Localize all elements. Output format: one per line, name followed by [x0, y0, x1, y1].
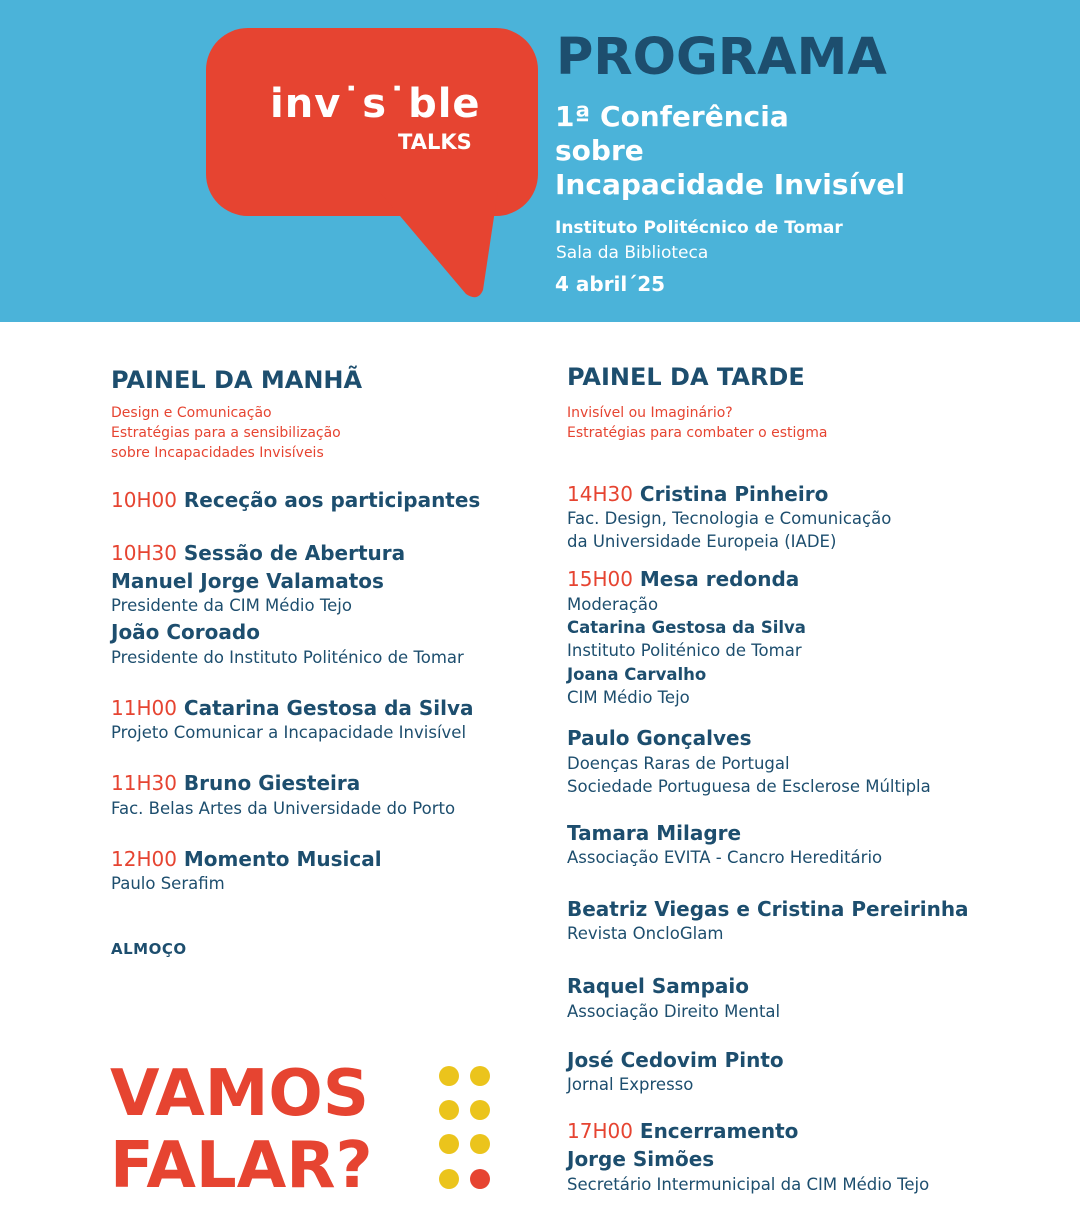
speaker-name: Jorge Simões: [567, 1147, 715, 1171]
yellow-dot: [439, 1169, 459, 1189]
item-description: Fac. Belas Artes da Universidade do Porto: [111, 799, 456, 818]
speaker-org: Doenças Raras de Portugal Sociedade Portuguesa de Esclerose Múltipla: [567, 754, 931, 796]
speaker-name: José Cedovim Pinto: [567, 1048, 784, 1072]
speaker-org: Revista OncloGlam: [567, 924, 724, 943]
yellow-dot: [439, 1066, 459, 1086]
speaker-org: Associação Direito Mental: [567, 1002, 781, 1021]
speaker-role: Presidente da CIM Médio Tejo: [111, 596, 352, 615]
lunch-label: ALMOÇO: [111, 940, 187, 958]
speaker-org: Jornal Expresso: [567, 1075, 694, 1094]
logo-subtext: TALKS: [398, 130, 472, 154]
logo-text: inv˙s˙ble: [270, 81, 481, 127]
schedule-item: 14H30 Cristina Pinheiro: [567, 482, 829, 506]
yellow-dot: [470, 1100, 490, 1120]
moderator-org: CIM Médio Tejo: [567, 688, 690, 707]
yellow-dot: [439, 1134, 459, 1154]
yellow-dot: [439, 1100, 459, 1120]
item-description: Paulo Serafim: [111, 874, 225, 893]
schedule-item: 17H00 Encerramento: [567, 1119, 799, 1143]
item-description: Projeto Comunicar a Incapacidade Invisível: [111, 723, 467, 742]
yellow-dot: [470, 1066, 490, 1086]
schedule-item: 15H00 Mesa redonda: [567, 567, 800, 591]
morning-panel-title: PAINEL DA MANHÃ: [111, 366, 363, 394]
slogan-line-2: FALAR?: [110, 1129, 373, 1203]
morning-panel-subtitle: Design e Comunicação Estratégias para a sensibilização sobre Incapacidades Invisíveis: [111, 405, 341, 461]
speaker-name: Paulo Gonçalves: [567, 726, 752, 750]
slogan-line-1: VAMOS: [110, 1057, 369, 1131]
schedule-item: 12H00 Momento Musical: [111, 847, 382, 871]
speaker-name: Manuel Jorge Valamatos: [111, 569, 384, 593]
conference-title: 1ª Conferência sobre Incapacidade Invisível: [555, 100, 905, 201]
afternoon-panel-subtitle: Invisível ou Imaginário? Estratégias para combater o estigma: [567, 405, 828, 441]
speaker-org: Associação EVITA - Cancro Hereditário: [567, 848, 883, 867]
schedule-item: 11H30 Bruno Giesteira: [111, 771, 361, 795]
speech-bubble-tail: [378, 190, 498, 302]
page-title: PROGRAMA: [556, 28, 887, 87]
speaker-role: Secretário Intermunicipal da CIM Médio Tejo: [567, 1175, 930, 1194]
schedule-item: 10H30 Sessão de Abertura: [111, 541, 406, 565]
speaker-name: Beatriz Viegas e Cristina Pereirinha: [567, 897, 969, 921]
event-date: 4 abril´25: [555, 272, 666, 296]
red-dot: [470, 1169, 490, 1189]
moderation-label: Moderação: [567, 595, 659, 614]
moderator-org: Instituto Politénico de Tomar: [567, 641, 802, 660]
schedule-item: 11H00 Catarina Gestosa da Silva: [111, 696, 474, 720]
yellow-dot: [470, 1134, 490, 1154]
header-banner: [0, 0, 1080, 322]
item-description: Fac. Design, Tecnologia e Comunicação da Universidade Europeia (IADE): [567, 509, 892, 551]
schedule-item: 10H00 Receção aos participantes: [111, 488, 481, 512]
speaker-role: Presidente do Instituto Politénico de Tomar: [111, 648, 464, 667]
room: Sala da Biblioteca: [556, 243, 709, 263]
afternoon-panel-title: PAINEL DA TARDE: [567, 363, 805, 391]
speaker-name: João Coroado: [111, 620, 260, 644]
moderator-name: Catarina Gestosa da Silva: [567, 618, 806, 637]
moderator-name: Joana Carvalho: [567, 665, 707, 684]
speaker-name: Raquel Sampaio: [567, 974, 749, 998]
institution: Instituto Politécnico de Tomar: [555, 218, 843, 238]
speaker-name: Tamara Milagre: [567, 821, 742, 845]
